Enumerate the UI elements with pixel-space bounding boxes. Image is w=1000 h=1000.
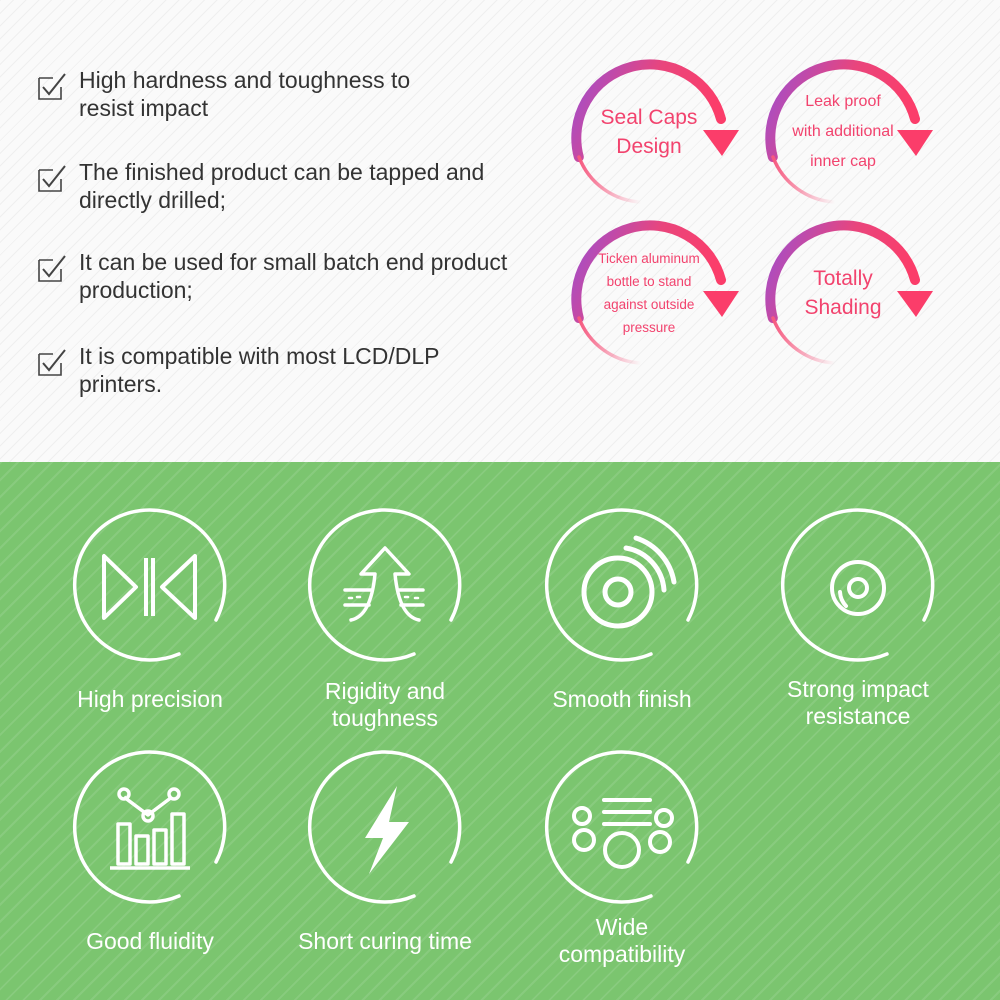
lightning-bolt-icon	[305, 750, 465, 910]
property-label: Strong impact resistance	[787, 676, 929, 729]
property-label: Short curing time	[298, 928, 472, 954]
badge-text: Leak proof with additional inner cap	[792, 93, 894, 170]
property-label: High precision	[77, 686, 223, 712]
bar-chart-trend-icon	[70, 750, 230, 910]
precision-bowtie-icon	[70, 508, 230, 668]
property-label: Good fluidity	[86, 928, 214, 954]
feature-text: It is compatible with most LCD/DLP printers.	[79, 343, 440, 397]
badge-aluminum-bottle	[563, 213, 743, 373]
arrow-through-layer-icon	[305, 508, 465, 668]
swirl-disc-icon	[542, 508, 702, 668]
checkbox-check-icon	[36, 162, 68, 194]
compatibility-circles-icon	[542, 750, 702, 910]
badge-totally-shading	[757, 213, 937, 373]
feature-text: The finished product can be tapped and directly drilled;	[79, 159, 485, 213]
checkbox-check-icon	[36, 346, 68, 378]
badge-text: Totally Shading	[804, 267, 882, 319]
checkbox-check-icon	[36, 70, 68, 102]
badge-seal-caps	[563, 52, 743, 212]
property-label: Smooth finish	[552, 686, 692, 712]
badge-text: Seal Caps Design	[600, 106, 698, 158]
property-label: Rigidity and toughness	[324, 678, 446, 731]
badge-text: Ticken aluminum bottle to stand against outside pressure	[598, 251, 700, 335]
feature-text: High hardness and toughness to resist impact	[79, 67, 411, 121]
target-circle-icon	[778, 508, 938, 668]
checkbox-check-icon	[36, 252, 68, 284]
badge-leak-proof	[757, 52, 937, 212]
property-label: Wide compatibility	[558, 914, 686, 967]
feature-text: It can be used for small batch end product production;	[79, 249, 508, 303]
